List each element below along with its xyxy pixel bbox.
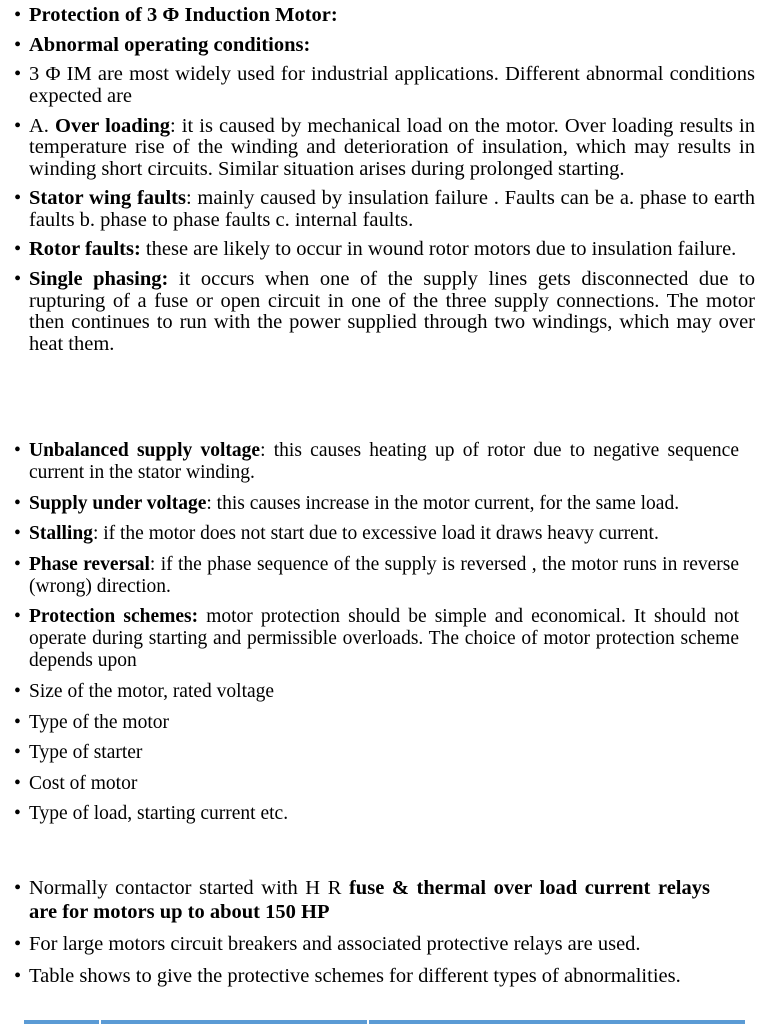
plain-text: Size of the motor, rated voltage (29, 680, 275, 702)
bold-text: Single phasing: (29, 268, 169, 291)
bold-text: Protection of 3 Φ Induction Motor: (29, 4, 338, 26)
plain-text: Type of the motor (29, 711, 169, 733)
plain-text: : mainly caused by insulation failure . Faults can be a. phase to earth faults b. phase to phase faults c. internal faults. (29, 187, 755, 231)
bullet-type-of-starter (29, 742, 739, 764)
plain-text: 3 Φ IM are most widely used for industrial applications. Different abnormal conditions expected are (29, 63, 755, 107)
bullet-rotor-faults (29, 239, 755, 261)
bullet-type-of-motor (29, 712, 739, 734)
bullet-single-phasing (29, 269, 755, 355)
plain-text: these are likely to occur in wound rotor motors due to insulation failure. (140, 238, 737, 261)
plain-text: motor protection should be simple and economical. It should not operate during starting and permissible overloads. The choice of motor protection scheme depends upon (29, 606, 739, 672)
plain-text: : if the phase sequence of the supply is reversed , the motor runs in reverse (wrong) direction. (29, 553, 739, 597)
plain-text: For large motors circuit breakers and associated protective relays are used. (29, 933, 641, 955)
table-top-rule-1 (24, 1020, 99, 1024)
bold-text: Over loading (55, 114, 171, 137)
bullet-heading-protection (29, 5, 755, 27)
bullet-stator-faults (29, 188, 755, 231)
bold-text: Rotor faults: (29, 238, 141, 261)
plain-text: Type of load, starting current etc. (29, 803, 289, 825)
plain-text: it occurs when one of the supply lines gets disconnected due to rupturing of a fuse or open circuit in one of the three supply connections. The motor then continues to run with the power supplied through two windings, which may over heat them. (29, 268, 755, 355)
bullet-phase-reversal (29, 554, 739, 598)
table-top-rule-2 (101, 1020, 367, 1024)
bullet-heading-abnormal (29, 35, 755, 57)
section-abnormal-conditions-continued (29, 440, 739, 834)
bullet-unbalanced-supply (29, 440, 739, 484)
bullet-under-voltage (29, 493, 739, 515)
plain-text: : this causes increase in the motor current, for the same load. (206, 492, 680, 514)
bold-text: Unbalanced supply voltage (29, 440, 261, 461)
table-top-rule-3 (369, 1020, 745, 1024)
bold-text: Stalling (29, 523, 93, 545)
bullet-protection-schemes (29, 606, 739, 672)
section-protection-3-phase-im (29, 5, 755, 363)
plain-text: Cost of motor (29, 772, 138, 794)
bold-text: Stator wing faults (29, 187, 186, 210)
bullet-table-shows (29, 964, 710, 988)
bold-text: Abnormal operating conditions: (29, 33, 311, 56)
bold-text: Phase reversal (29, 553, 150, 575)
bold-text: Protection schemes: (29, 606, 199, 628)
plain-text: : if the motor does not start due to excessive load it draws heavy current. (92, 523, 659, 545)
bullet-over-loading (29, 116, 755, 181)
section-protection-practice (29, 876, 710, 996)
bullet-large-motors (29, 932, 710, 956)
plain-text: Normally contactor started with H R (29, 877, 349, 899)
bullet-type-of-load (29, 803, 739, 825)
bullet-size-of-motor (29, 681, 739, 703)
plain-text: : it is caused by mechanical load on the motor. Over loading results in temperature rise of the winding and deterioration of insulation, which may results in winding short circuits. Similar situation arises during prolonged starting. (29, 114, 756, 180)
bold-text: fuse & thermal over load current relays are for motors up to about 150 HP (29, 877, 710, 923)
plain-text: A. (29, 114, 55, 137)
bullet-cost-of-motor (29, 773, 739, 795)
bold-text: Supply under voltage (29, 492, 207, 514)
bullet-intro (29, 64, 755, 107)
bullet-contactor-started (29, 876, 710, 924)
plain-text: Type of starter (29, 742, 143, 764)
plain-text: : this causes heating up of rotor due to negative sequence current in the stator winding. (29, 440, 739, 483)
bullet-stalling (29, 523, 739, 545)
plain-text: Table shows to give the protective schemes for different types of abnormalities. (29, 965, 681, 987)
